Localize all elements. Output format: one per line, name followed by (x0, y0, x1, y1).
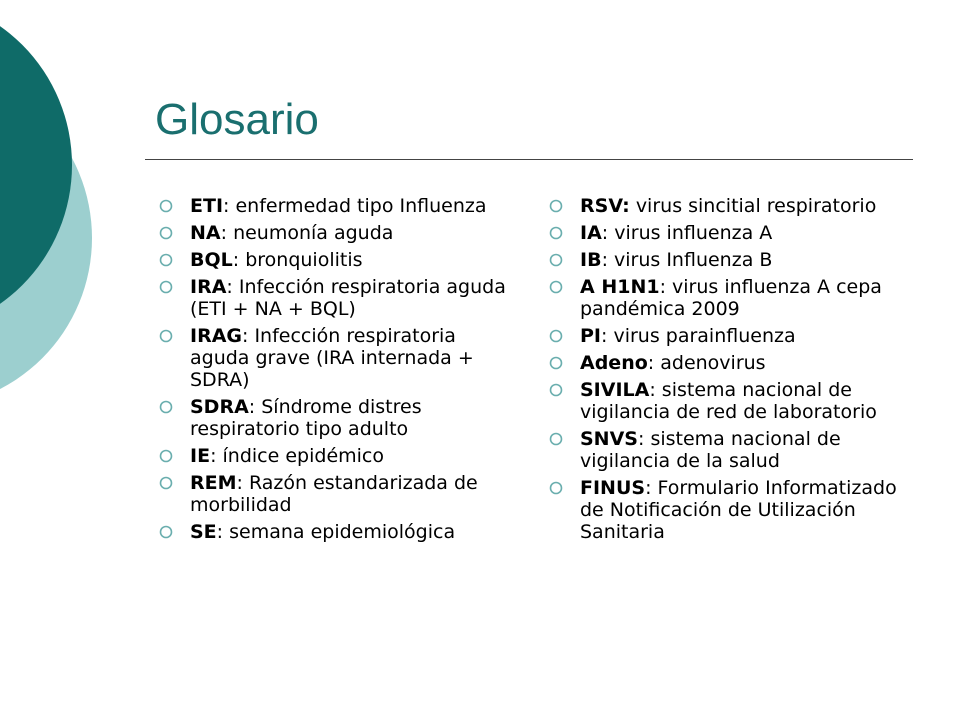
glossary-separator: : (242, 325, 255, 347)
decorative-circles (0, 0, 120, 720)
glossary-item (158, 521, 518, 543)
glossary-term: IRAG (190, 325, 242, 347)
hollow-circle-bullet-icon (548, 328, 564, 344)
glossary-item (548, 352, 908, 374)
hollow-circle-bullet-icon (158, 399, 174, 415)
glossary-separator: : (649, 379, 662, 401)
glossary-item (158, 325, 518, 391)
glossary-separator: : (226, 276, 239, 298)
hollow-circle-bullet-icon (158, 448, 174, 464)
glossary-right-column (548, 195, 908, 548)
hollow-circle-bullet-icon (158, 328, 174, 344)
glossary-definition: Razón estandarizada de morbilidad (190, 472, 478, 516)
glossary-definition: adenovirus (660, 352, 766, 374)
glossary-separator: : (637, 428, 651, 450)
glossary-definition: Infección respiratoria aguda grave (IRA internada + SDRA) (190, 325, 474, 391)
glossary-separator: : (220, 222, 234, 244)
glossary-term: IE (190, 445, 211, 467)
hollow-circle-bullet-icon (158, 225, 174, 241)
glossary-term: SIVILA (580, 379, 650, 401)
glossary-separator: : (601, 222, 615, 244)
hollow-circle-bullet-icon (548, 480, 564, 496)
glossary-term: SE (190, 521, 217, 543)
glossary-separator: : (645, 477, 658, 499)
glossary-definition: Formulario Informatizado de Notificación de Utilización Sanitaria (580, 477, 897, 543)
glossary-term: FINUS (580, 477, 646, 499)
hollow-circle-bullet-icon (548, 355, 564, 371)
hollow-circle-bullet-icon (158, 475, 174, 491)
glossary-separator: : (216, 521, 230, 543)
glossary-separator: : (232, 249, 246, 271)
glossary-item (158, 445, 518, 467)
glossary-definition: sistema nacional de vigilancia de la salud (580, 428, 841, 472)
glossary-term: REM (190, 472, 237, 494)
glossary-separator: : (601, 325, 614, 347)
glossary-definition: Síndrome distres respiratorio tipo adulto (190, 396, 422, 440)
glossary-term: A H1N1 (580, 276, 660, 298)
glossary-item (548, 222, 908, 244)
glossary-term: ETI (190, 195, 224, 217)
hollow-circle-bullet-icon (548, 382, 564, 398)
glossary-term: RSV: (580, 195, 630, 217)
hollow-circle-bullet-icon (548, 431, 564, 447)
glossary-separator: : (248, 396, 262, 418)
glossary-item (548, 477, 908, 543)
glossary-definition: índice epidémico (222, 445, 384, 467)
glossary-term: BQL (190, 249, 233, 271)
glossary-definition: virus sincitial respiratorio (635, 195, 877, 217)
glossary-item (548, 325, 908, 347)
glossary-separator: : (210, 445, 223, 467)
glossary-separator: : (647, 352, 661, 374)
glossary-separator: : (601, 249, 615, 271)
hollow-circle-bullet-icon (548, 198, 564, 214)
hollow-circle-bullet-icon (158, 279, 174, 295)
glossary-definition: Infección respiratoria aguda (ETI + NA + BQL) (190, 276, 506, 320)
glossary-separator: : (659, 276, 673, 298)
slide-title: Glosario (155, 95, 319, 144)
glossary-term: IB (580, 249, 602, 271)
hollow-circle-bullet-icon (158, 524, 174, 540)
glossary-definition: virus parainfluenza (613, 325, 796, 347)
hollow-circle-bullet-icon (548, 279, 564, 295)
glossary-definition: enfermedad tipo Influenza (235, 195, 487, 217)
glossary-item (548, 249, 908, 271)
glossary-item (158, 195, 518, 217)
glossary-item (158, 249, 518, 271)
glossary-item (548, 195, 908, 217)
glossary-item (548, 276, 908, 320)
glossary-definition: bronquiolitis (245, 249, 363, 271)
glossary-term: SNVS (580, 428, 638, 450)
glossary-term: NA (190, 222, 221, 244)
glossary-separator: : (223, 195, 236, 217)
hollow-circle-bullet-icon (158, 198, 174, 214)
glossary-definition: semana epidemiológica (229, 521, 456, 543)
glossary-separator: : (236, 472, 249, 494)
glossary-left-column (158, 195, 518, 548)
glossary-definition: virus influenza A (614, 222, 773, 244)
hollow-circle-bullet-icon (548, 252, 564, 268)
glossary-term: Adeno (580, 352, 648, 374)
glossary-term: PI (580, 325, 601, 347)
hollow-circle-bullet-icon (548, 225, 564, 241)
glossary-definition: neumonía aguda (233, 222, 394, 244)
hollow-circle-bullet-icon (158, 252, 174, 268)
glossary-item (158, 472, 518, 516)
glossary-definition: sistema nacional de vigilancia de red de laboratorio (580, 379, 877, 423)
glossary-item (158, 222, 518, 244)
glossary-term: SDRA (190, 396, 249, 418)
glossary-definition: virus influenza A cepa pandémica 2009 (580, 276, 882, 320)
title-divider (145, 159, 913, 160)
glossary-item (158, 396, 518, 440)
glossary-item (158, 276, 518, 320)
glossary-definition: virus Influenza B (614, 249, 773, 271)
glossary-item (548, 379, 908, 423)
glossary-term: IA (580, 222, 602, 244)
glossary-item (548, 428, 908, 472)
glossary-term: IRA (190, 276, 227, 298)
